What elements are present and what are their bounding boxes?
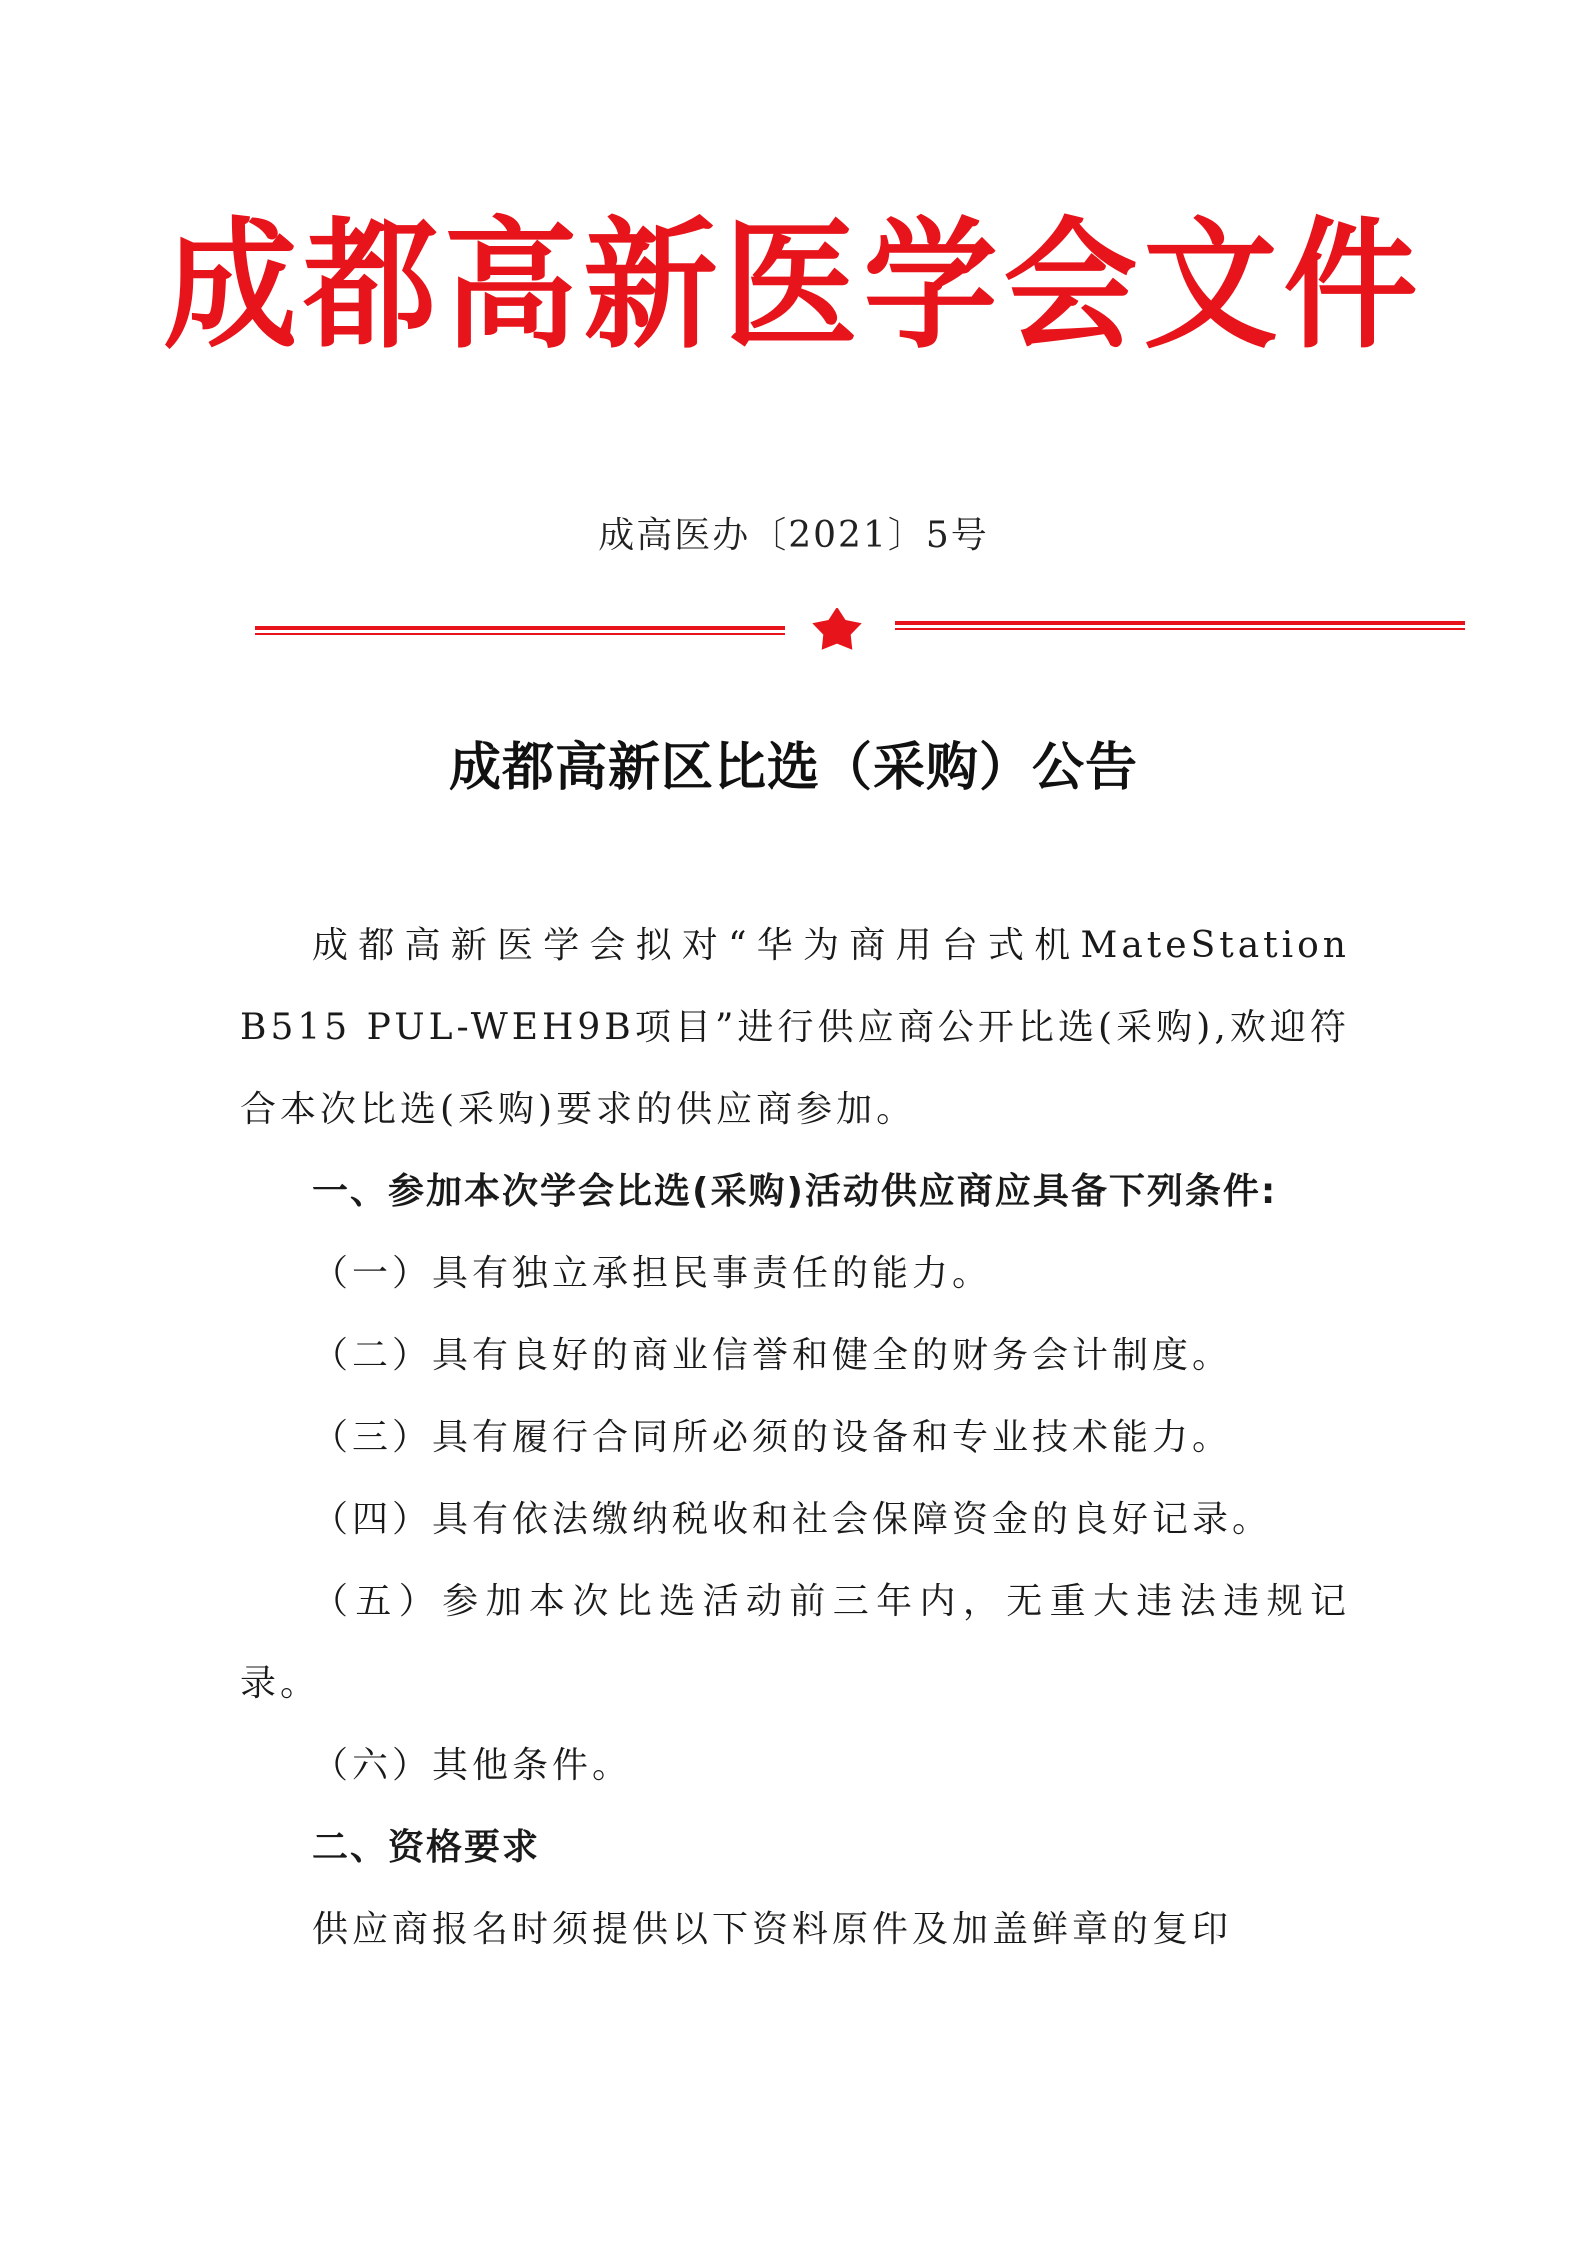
divider-right-thin-line bbox=[895, 628, 1465, 630]
condition-item-1: （一）具有独立承担民事责任的能力。 bbox=[312, 1253, 993, 1294]
document-number: 成高医办〔2021〕5号 bbox=[598, 515, 989, 556]
red-divider bbox=[255, 608, 1465, 652]
star-icon bbox=[812, 608, 861, 650]
condition-item-4: （四）具有依法缴纳税收和社会保障资金的良好记录。 bbox=[312, 1499, 1273, 1540]
org-header-title: 成都高新医学会文件 bbox=[163, 202, 1424, 368]
section-heading-1: 一、参加本次学会比选(采购)活动供应商应具备下列条件: bbox=[312, 1171, 1278, 1212]
condition-item-2: （二）具有良好的商业信誉和健全的财务会计制度。 bbox=[312, 1335, 1233, 1376]
condition-item-3: （三）具有履行合同所必须的设备和专业技术能力。 bbox=[312, 1417, 1233, 1458]
qualification-paragraph: 供应商报名时须提供以下资料原件及加盖鲜章的复印 bbox=[312, 1909, 1233, 1950]
document-body bbox=[240, 905, 1350, 1971]
divider-left-thin-line bbox=[255, 633, 785, 635]
announcement-title: 成都高新区比选（采购）公告 bbox=[448, 738, 1138, 798]
section-heading-2: 二、资格要求 bbox=[312, 1827, 541, 1868]
divider-left-thick-line bbox=[255, 626, 785, 630]
condition-item-6: （六）其他条件。 bbox=[312, 1745, 633, 1786]
condition-item-5: （五）参加本次比选活动前三年内，无重大违法违规记录。 bbox=[240, 1581, 1350, 1704]
intro-paragraph: 成都高新医学会拟对“华为商用台式机MateStation B515 PUL-WEH9B项目”进行供应商公开比选(采购),欢迎符合本次比选(采购)要求的供应商参加。 bbox=[240, 925, 1350, 1130]
divider-right-thick-line bbox=[895, 621, 1465, 625]
